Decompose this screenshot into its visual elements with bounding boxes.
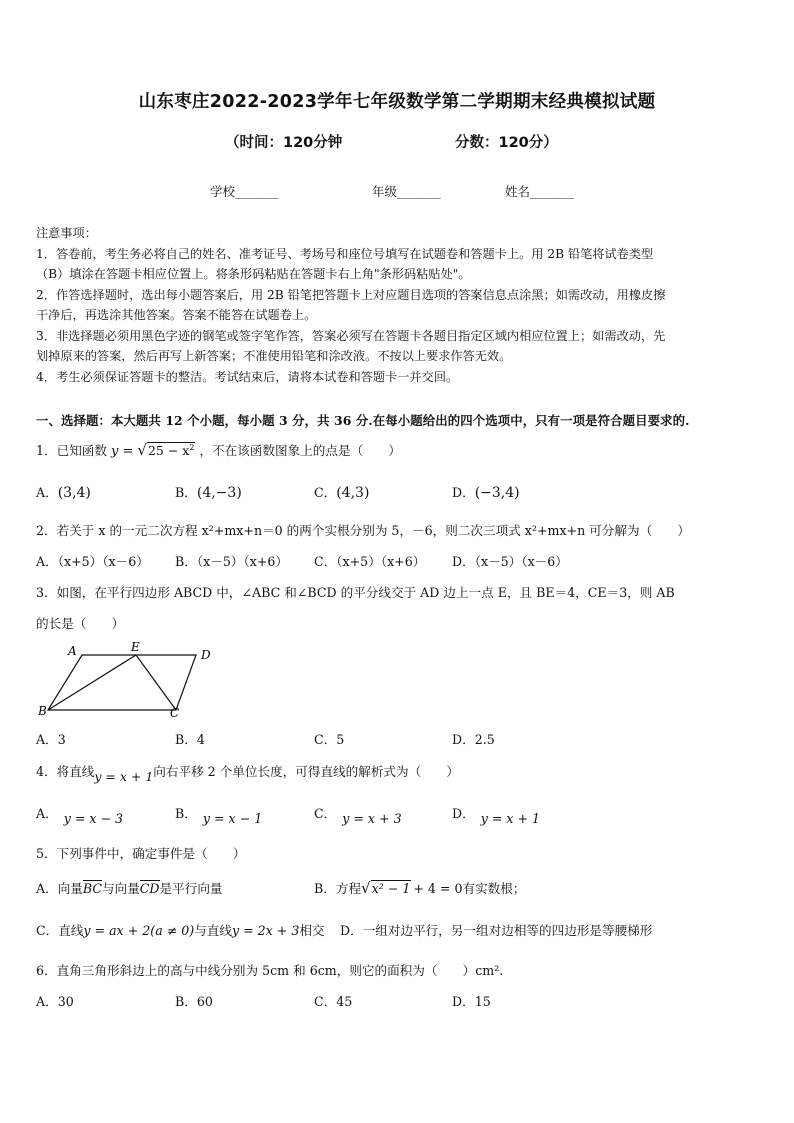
q5-c-line-2: y = 2x + 3	[231, 923, 300, 938]
exam-meta	[225, 131, 585, 152]
q1-radicand	[147, 442, 195, 458]
q5-b-suffix: 有实数根；	[462, 881, 526, 896]
q4-a-value: y = x − 3	[63, 811, 124, 826]
q6-option-b[interactable]: B．60	[175, 994, 213, 1009]
question-5: 5．下列事件中，确定事件是（ ）	[36, 846, 246, 861]
q4-d-label: D．	[452, 806, 475, 821]
q1-d-label: D．	[452, 485, 475, 500]
q5-a-mid: 与向量	[102, 881, 140, 896]
q1-c-label: C．	[314, 485, 337, 500]
q2-option-b[interactable]: B．（x－5）（x+6）	[175, 554, 288, 569]
question-1	[36, 440, 401, 459]
note-2b: 干净后，再选涂其他答案。答案不能答在试题卷上。	[36, 308, 317, 322]
exam-score: 分数：120分）	[455, 135, 558, 151]
sqrt-sign-icon: √	[361, 879, 371, 897]
question-6: 6．直角三角形斜边上的高与中线分别为 5cm 和 6cm，则它的面积为（ ）cm².	[36, 963, 504, 978]
q1-b-value: (4,−3)	[196, 485, 242, 501]
q1-radicand-text: 25 − x	[147, 443, 190, 458]
q3-option-c[interactable]: C．5	[314, 732, 345, 747]
q5-b-prefix: B．方程	[314, 881, 362, 896]
note-3b: 划掉原来的答案，然后再写上新答案；不准使用铅笔和涂改液。不按以上要求作答无效。	[36, 349, 512, 363]
q4-d-value: y = x + 1	[480, 811, 541, 826]
note-3a: 3．非选择题必须用黑色字迹的钢笔或签字笔作答，答案必须写在答题卡各题目指定区域内相应位置上；如需改动，先	[36, 328, 666, 343]
q5-c-suffix: 相交	[299, 923, 325, 938]
question-3-line-1: 3．如图，在平行四边形 ABCD 中，∠ABC 和∠BCD 的平分线交于 AD 边上一点 E，且 BE＝4，CE＝3，则 AB	[36, 585, 675, 600]
vector-cd: CD	[139, 881, 160, 896]
q1-d-value: (−3,4)	[474, 485, 520, 501]
q4-a-label: A．	[36, 806, 58, 821]
q2-option-a[interactable]: A．（x+5）（x－6）	[36, 554, 149, 569]
segment-be	[48, 655, 136, 710]
grade-field[interactable]: 年级_______	[372, 184, 441, 199]
q1-a-value: (3,4)	[57, 485, 91, 501]
q4-option-c[interactable]	[314, 803, 402, 826]
q1-b-label: B．	[175, 485, 197, 500]
vertex-label-c: C	[170, 706, 180, 720]
q4-option-b[interactable]	[175, 803, 263, 826]
sqrt-sign-icon: √	[137, 441, 147, 459]
q5-option-d[interactable]: D．一组对边平行，另一组对边相等的四边形是等腰梯形	[340, 923, 653, 938]
q4-option-a[interactable]	[36, 803, 124, 826]
vertex-label-b: B	[38, 704, 47, 718]
question-3-line-2: 的长是（ ）	[36, 616, 125, 631]
name-field[interactable]: 姓名_______	[505, 184, 574, 199]
q4-prefix: 4．将直线	[36, 764, 95, 779]
q1-prefix: 1．已知函数	[36, 443, 107, 458]
q1-a-label: A．	[36, 485, 58, 500]
q1-option-d[interactable]	[452, 482, 520, 501]
section-1-heading: 一、选择题：本大题共 12 个小题，每小题 3 分，共 36 分.在每小题给出的四个选项中，只有一项是符合题目要求的.	[36, 413, 690, 428]
q1-exponent: 2	[189, 442, 195, 452]
q1-c-value: (4,3)	[336, 485, 370, 501]
q1-option-b[interactable]	[175, 482, 242, 501]
q5-option-b[interactable]	[314, 878, 525, 897]
q2-option-c[interactable]: C．（x+5）（x+6）	[314, 554, 426, 569]
question-2: 2．若关于 x 的一元二次方程 x²+mx+n＝0 的两个实根分别为 5，－6，则二次三项式 x²+mx+n 可分解为（ ）	[36, 523, 690, 538]
q3-option-b[interactable]: B．4	[175, 732, 205, 747]
q2-option-d[interactable]: D．（x－5）（x－6）	[452, 554, 568, 569]
q5-c-line-1: y = ax + 2(a ≠ 0)	[83, 923, 195, 938]
q5-a-suffix: 是平行向量	[159, 881, 223, 896]
vector-bc: BC	[82, 881, 103, 896]
q6-option-c[interactable]: C．45	[314, 994, 353, 1009]
note-4: 4．考生必须保证答题卡的整洁。考试结束后，请将本试卷和答题卡一并交回。	[36, 369, 459, 384]
q1-formula-y: y =	[111, 444, 134, 459]
q4-line-formula: y = x + 1	[94, 769, 154, 784]
q4-option-d[interactable]	[452, 803, 541, 826]
q4-suffix: 向右平移 2 个单位长度，可得直线的解析式为（ ）	[153, 764, 459, 779]
q5-c-prefix: C．直线	[36, 923, 84, 938]
exam-time: （时间：120分钟	[225, 135, 343, 151]
q5-b-radicand: x² − 1	[371, 881, 411, 896]
vertex-label-d: D	[201, 648, 211, 662]
q1-option-c[interactable]	[314, 482, 369, 501]
vertex-label-a: A	[68, 644, 77, 658]
note-1a: 1．答卷前，考生务必将自己的姓名、准考证号、考场号和座位号填写在试题卷和答题卡上。用 2B 铅笔将试卷类型	[36, 246, 654, 261]
q5-option-a[interactable]	[36, 878, 223, 897]
notes-heading: 注意事项：	[36, 226, 97, 240]
school-field[interactable]: 学校_______	[210, 184, 279, 199]
q3-option-a[interactable]: A．3	[36, 732, 66, 747]
note-2a: 2．作答选择题时，选出每小题答案后，用 2B 铅笔把答题卡上对应题目选项的答案信息点涂黑；如需改动，用橡皮擦	[36, 287, 666, 302]
q5-a-prefix: A．向量	[36, 881, 83, 896]
q4-b-label: B．	[175, 806, 197, 821]
q4-b-value: y = x − 1	[202, 811, 263, 826]
q4-c-label: C．	[314, 806, 337, 821]
q1-suffix: ，不在该函数图象上的点是（ ）	[199, 443, 401, 458]
q5-option-c[interactable]	[36, 920, 325, 939]
q4-c-value: y = x + 3	[342, 811, 402, 826]
q5-c-mid: 与直线	[194, 923, 232, 938]
q3-option-d[interactable]: D．2.5	[452, 732, 495, 747]
exam-title: 山东枣庄2022-2023学年七年级数学第二学期期末经典模拟试题	[138, 92, 656, 112]
parallelogram-figure	[36, 640, 226, 720]
notes-section	[36, 223, 758, 387]
question-4	[36, 761, 459, 784]
q1-option-a[interactable]	[36, 482, 91, 501]
note-1b: （B）填涂在答题卡相应位置上。将条形码粘贴在答题卡右上角"条形码粘贴处"。	[36, 267, 471, 281]
vertex-label-e: E	[131, 640, 140, 654]
q6-option-d[interactable]: D．15	[452, 994, 491, 1009]
segment-ce	[136, 655, 176, 710]
q6-option-a[interactable]: A．30	[36, 994, 74, 1009]
q5-b-equation-tail: + 4 = 0	[413, 881, 463, 896]
